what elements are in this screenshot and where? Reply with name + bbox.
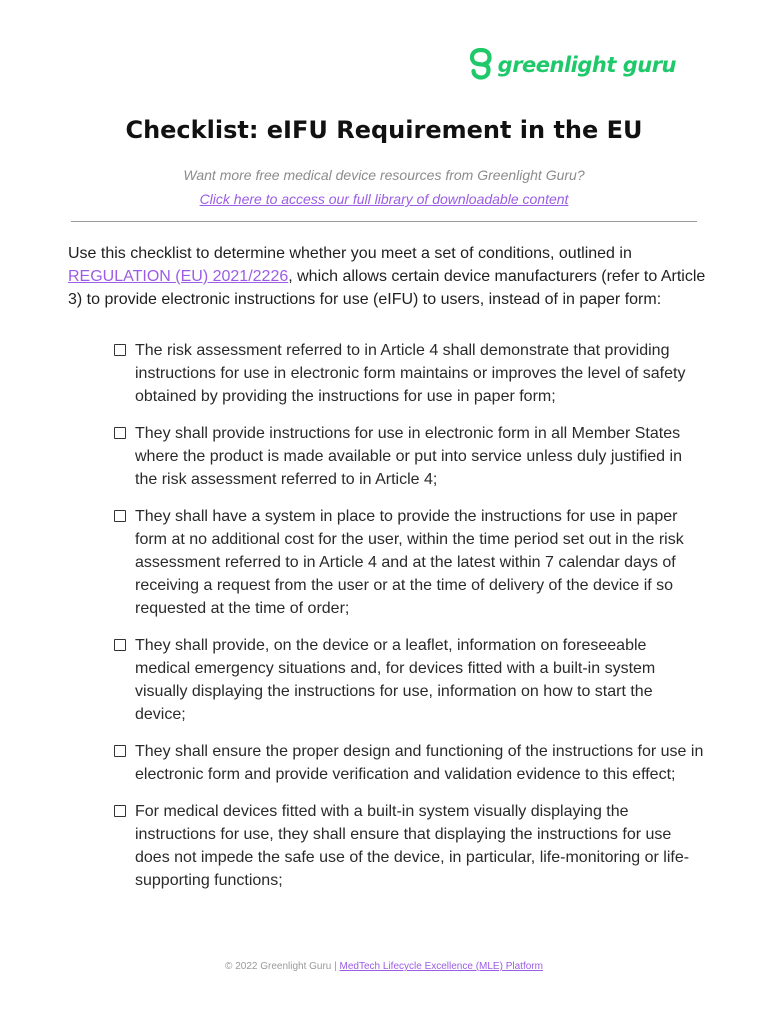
- checklist-item-text: The risk assessment referred to in Article 4 shall demonstrate that providing instructions for use in electronic form maintains or improves the level of safety obtained by providing the instructions for use in paper form;: [135, 342, 686, 405]
- checkbox-icon[interactable]: [114, 427, 126, 439]
- regulation-link[interactable]: REGULATION (EU) 2021/2226: [68, 268, 289, 285]
- checklist-item-text: They shall have a system in place to provide the instructions for use in paper form at no additional cost for the user, within the time period set out in the risk assessment referred to in Article 4 and at the latest within 7 calendar days of receiving a request from the user or at the time of delivery of the device if so requested at the time of order;: [135, 508, 684, 617]
- checklist: [114, 339, 704, 906]
- footer-platform-link[interactable]: MedTech Lifecycle Excellence (MLE) Platform: [339, 961, 543, 972]
- checklist-item-text: They shall provide instructions for use in electronic form in all Member States where the product is made available or put into service unless duly justified in the risk assessment referred to in Article 4;: [135, 425, 682, 488]
- brand-logo: [470, 48, 676, 82]
- checklist-item: [114, 422, 704, 491]
- header-divider: [71, 221, 697, 222]
- checklist-item: [114, 740, 704, 786]
- intro-text-end: , which allows certain device manufacturers (refer to Article 3) to provide electronic instructions for use (eIFU) to users, instead of in paper form:: [68, 268, 706, 308]
- checklist-item-text: For medical devices fitted with a built-in system visually displaying the instructions for use, they shall ensure that displaying the instructions for use does not impede the safe use of the device, in particular, life-monitoring or life-supporting functions;: [135, 803, 690, 889]
- checklist-item: [114, 505, 704, 620]
- footer-copyright: © 2022 Greenlight Guru |: [225, 961, 340, 972]
- library-link-line: [0, 191, 768, 207]
- checkbox-icon[interactable]: [114, 805, 126, 817]
- checkbox-icon[interactable]: [114, 344, 126, 356]
- checkbox-icon[interactable]: [114, 639, 126, 651]
- checklist-item-text: They shall ensure the proper design and functioning of the instructions for use in electronic form and provide verification and validation evidence to this effect;: [135, 743, 704, 783]
- checklist-item: [114, 339, 704, 408]
- checklist-item-text: They shall provide, on the device or a leaflet, information on foreseeable medical emergency situations and, for devices fitted with a built-in system visually displaying the instructions for use, information on how to start the device;: [135, 637, 656, 723]
- checkbox-icon[interactable]: [114, 745, 126, 757]
- intro-text-start: Use this checklist to determine whether you meet a set of conditions, outlined in: [68, 245, 632, 262]
- library-link[interactable]: Click here to access our full library of downloadable content: [199, 191, 569, 207]
- greenlight-guru-logo-icon: [470, 48, 492, 82]
- resources-prompt: Want more free medical device resources from Greenlight Guru?: [183, 167, 585, 183]
- intro-paragraph: [68, 242, 708, 311]
- checklist-item: [114, 634, 704, 726]
- checklist-item: [114, 800, 704, 892]
- checkbox-icon[interactable]: [114, 510, 126, 522]
- page-footer: [0, 961, 768, 972]
- page-title: Checklist: eIFU Requirement in the EU: [125, 116, 643, 144]
- brand-name: greenlight guru: [497, 53, 676, 77]
